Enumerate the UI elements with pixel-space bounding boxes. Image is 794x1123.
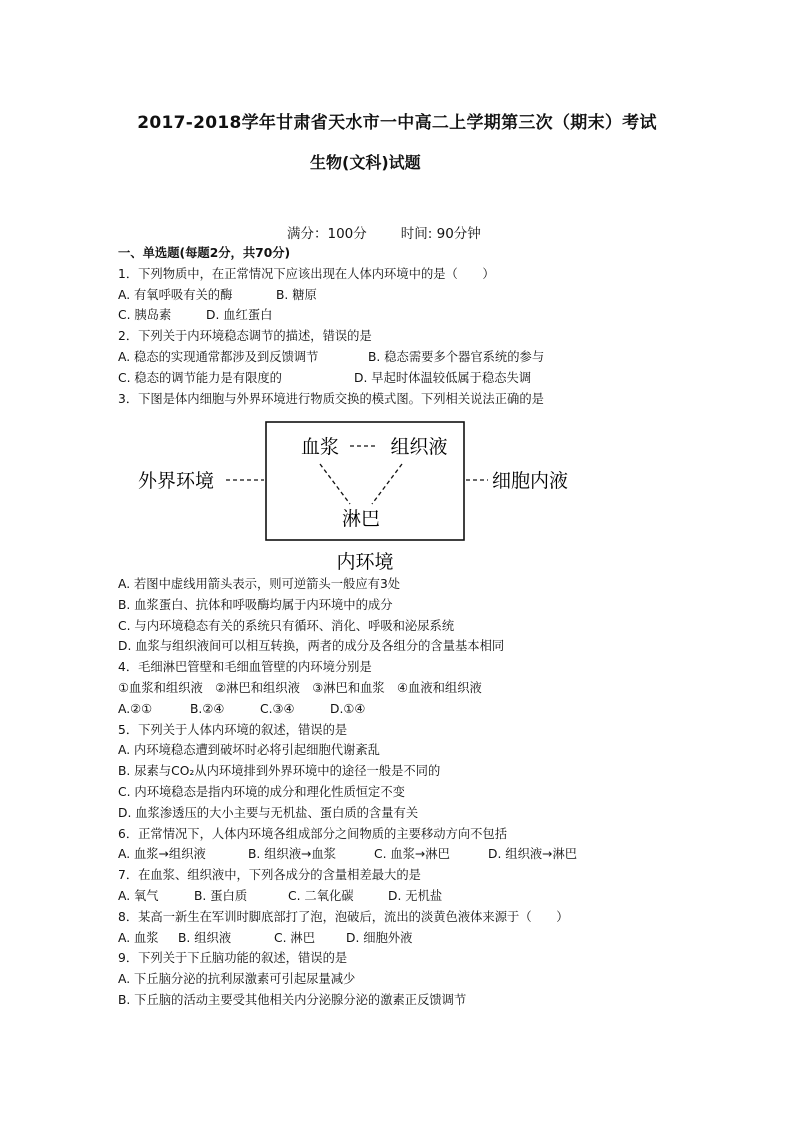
q2-stem: 2．下列关于内环境稳态调节的描述，错误的是 (118, 329, 372, 344)
external-environment-label: 外界环境 (138, 470, 215, 492)
q5-option-c: C. 内环境稳态是指内环境的成分和理化性质恒定不变 (118, 784, 405, 799)
q2-option-c: C. 稳态的调节能力是有限度的 (118, 370, 282, 385)
q7-options (118, 886, 718, 907)
internal-environment-diagram (130, 418, 610, 580)
q1-options-ab (118, 285, 718, 306)
q2-option-a: A. 稳态的实现通常都涉及到反馈调节 (118, 349, 319, 364)
q6-option-c: C. 血浆→淋巴 (374, 847, 450, 862)
q7-option-b: B. 蛋白质 (194, 888, 248, 903)
q5-option-b: B. 尿素与CO₂从内环境排到外界环境中的途径一般是不同的 (118, 764, 441, 779)
q4-option-b: B.②④ (190, 701, 225, 716)
q1-option-b: B. 糖原 (276, 287, 317, 302)
q4-stem: 4．毛细淋巴管壁和毛细血管壁的内环境分别是 (118, 660, 372, 675)
score-time-line (287, 222, 481, 242)
q6-option-a: A. 血浆→组织液 (118, 847, 206, 862)
q1-stem: 1．下列物质中，在正常情况下应该出现在人体内环境中的是（ ） (118, 266, 495, 281)
questions-part-1 (118, 243, 718, 409)
q4-options (118, 699, 718, 720)
q8-stem: 8．某高一新生在军训时脚底部打了泡，泡破后，流出的淡黄色液体来源于（ ） (118, 909, 569, 924)
q5-stem: 5．下列关于人体内环境的叙述，错误的是 (118, 722, 348, 737)
q4-items: ①血浆和组织液 ②淋巴和组织液 ③淋巴和血浆 ④血液和组织液 (118, 680, 482, 695)
q6-option-d: D. 组织液→淋巴 (488, 847, 578, 862)
exam-title: 2017-2018学年甘肃省天水市一中高二上学期第三次（期末）考试 (137, 113, 657, 133)
q6-options (118, 844, 718, 865)
questions-part-2 (118, 574, 718, 1011)
q8-option-c: C. 淋巴 (274, 930, 315, 945)
exam-time: 时间: 90分钟 (400, 226, 481, 242)
q7-option-a: A. 氧气 (118, 888, 159, 903)
q2-option-d: D. 早起时体温较低属于稳态失调 (354, 370, 532, 385)
tissue-fluid-label: 组织液 (390, 436, 448, 458)
q6-stem: 6．正常情况下，人体内环境各组成部分之间物质的主要移动方向不包括 (118, 826, 508, 841)
q7-option-c: C. 二氧化碳 (288, 888, 354, 903)
q6-option-b: B. 组织液→血浆 (248, 847, 337, 862)
plasma-lymph-link (320, 464, 350, 504)
q3-option-a: A. 若图中虚线用箭头表示，则可逆箭头一般应有3处 (118, 577, 401, 591)
q3-option-b: B. 血浆蛋白、抗体和呼吸酶均属于内环境中的成分 (118, 597, 393, 612)
q8-option-d: D. 细胞外液 (346, 930, 413, 945)
q1-option-a: A. 有氧呼吸有关的酶 (118, 287, 233, 302)
q8-option-a: A. 血浆 (118, 930, 159, 945)
tissue-lymph-link (372, 464, 402, 504)
q3-option-c: C. 与内环境稳态有关的系统只有循环、消化、呼吸和泌尿系统 (118, 618, 455, 633)
q4-option-a: A.②① (118, 701, 153, 716)
intracellular-fluid-label: 细胞内液 (492, 470, 569, 492)
q2-option-b: B. 稳态需要多个器官系统的参与 (368, 349, 545, 364)
q2-options-cd (118, 368, 718, 389)
q7-stem: 7．在血浆、组织液中，下列各成分的含量相差最大的是 (118, 868, 421, 883)
exam-subtitle: 生物(文科)试题 (310, 153, 421, 172)
lymph-label: 淋巴 (341, 508, 381, 530)
q8-options (118, 928, 718, 949)
q9-stem: 9．下列关于下丘脑功能的叙述，错误的是 (118, 951, 348, 966)
section-heading: 一、单选题(每题2分，共70分) (118, 246, 291, 260)
q4-option-c: C.③④ (260, 701, 295, 716)
q9-option-b: B. 下丘脑的活动主要受其他相关内分泌腺分泌的激素正反馈调节 (118, 992, 467, 1007)
q2-options-ab (118, 347, 718, 368)
q7-option-d: D. 无机盐 (388, 888, 443, 903)
internal-environment-label: 内环境 (336, 551, 394, 573)
plasma-label: 血浆 (300, 436, 340, 458)
q5-option-d: D. 血浆渗透压的大小主要与无机盐、蛋白质的含量有关 (118, 805, 419, 820)
q3-stem: 3．下图是体内细胞与外界环境进行物质交换的模式图。下列相关说法正确的是 (118, 391, 544, 406)
q9-option-a: A. 下丘脑分泌的抗利尿激素可引起尿量减少 (118, 972, 356, 987)
q1-options-cd (118, 305, 718, 326)
q1-option-d: D. 血红蛋白 (206, 308, 273, 323)
q1-option-c: C. 胰岛素 (118, 308, 172, 323)
q5-option-a: A. 内环境稳态遭到破坏时必将引起细胞代谢紊乱 (118, 743, 380, 758)
q4-option-d: D.①④ (330, 701, 366, 716)
full-score: 满分：100分 (287, 226, 367, 242)
q8-option-b: B. 组织液 (178, 930, 232, 945)
q3-option-d: D. 血浆与组织液间可以相互转换，两者的成分及各组分的含量基本相同 (118, 639, 505, 654)
